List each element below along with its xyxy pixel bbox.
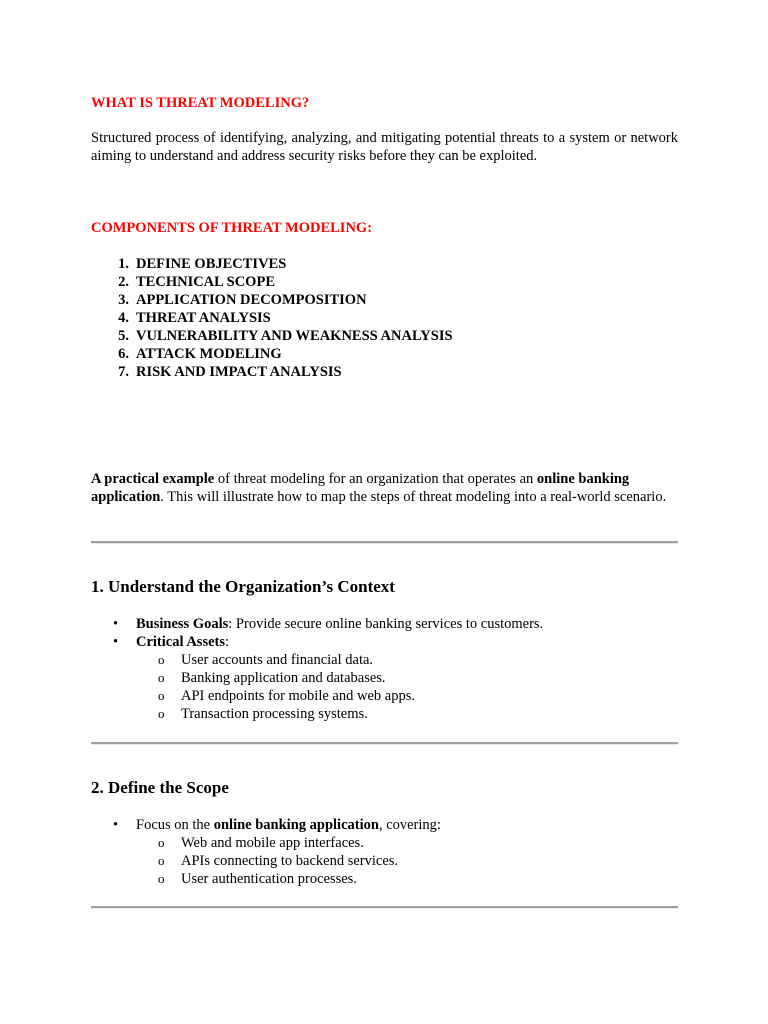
components-list-wrap — [91, 255, 678, 381]
section-2-title: 2. Define the Scope — [91, 778, 229, 797]
list-item — [91, 816, 678, 888]
list-item — [91, 615, 678, 633]
focus-prefix: Focus on the — [136, 817, 214, 833]
circle-bullet-icon: o — [158, 670, 165, 685]
circle-bullet-icon: o — [158, 835, 165, 850]
list-item-label: RISK AND IMPACT ANALYSIS — [136, 364, 342, 380]
bullet-icon: • — [113, 616, 119, 632]
critical-assets-colon: : — [225, 634, 230, 650]
list-item — [91, 834, 678, 852]
critical-assets-list — [91, 651, 678, 723]
list-item — [91, 291, 678, 309]
section-1-list — [91, 615, 678, 723]
circle-bullet-icon: o — [158, 853, 165, 868]
scope-text: APIs connecting to backend services. — [181, 853, 399, 869]
list-item — [91, 309, 678, 327]
example-text-2: . This will illustrate how to map the steps of threat modeling into a real-world scenario. — [160, 489, 667, 505]
example-text: of threat modeling for an organization that operates an — [214, 471, 537, 487]
list-item — [91, 327, 678, 345]
section-1-title: 1. Understand the Organization’s Context — [91, 577, 395, 596]
circle-bullet-icon: o — [158, 871, 165, 886]
list-item — [91, 363, 678, 381]
list-number: 3. — [118, 292, 129, 308]
business-goals-label: Business Goals — [136, 616, 229, 632]
list-item — [91, 273, 678, 291]
section-2-body — [91, 816, 678, 888]
scope-text: Web and mobile app interfaces. — [181, 835, 364, 851]
list-number: 2. — [118, 274, 129, 290]
bullet-icon: • — [113, 634, 119, 650]
list-item — [91, 705, 678, 723]
list-number: 5. — [118, 328, 129, 344]
divider — [91, 541, 678, 544]
circle-bullet-icon: o — [158, 688, 165, 703]
scope-list — [91, 834, 678, 888]
focus-suffix: , covering: — [378, 817, 441, 833]
intro-heading: WHAT IS THREAT MODELING? — [91, 95, 310, 111]
section-2-list — [91, 816, 678, 888]
asset-text: Banking application and databases. — [181, 670, 386, 686]
list-item-label: ATTACK MODELING — [136, 346, 282, 362]
asset-text: Transaction processing systems. — [181, 706, 368, 722]
example-bold-app: online banking application — [91, 471, 630, 505]
critical-assets-label: Critical Assets — [136, 634, 225, 650]
focus-bold: online banking application — [213, 817, 379, 833]
list-number: 1. — [118, 256, 129, 272]
components-heading: COMPONENTS OF THREAT MODELING: — [91, 220, 373, 236]
list-item — [91, 651, 678, 669]
circle-bullet-icon: o — [158, 706, 165, 721]
list-item — [91, 255, 678, 273]
scope-text: User authentication processes. — [181, 871, 357, 887]
list-item-label: APPLICATION DECOMPOSITION — [136, 292, 367, 308]
components-list — [91, 255, 678, 381]
list-item — [91, 687, 678, 705]
list-item-label: THREAT ANALYSIS — [136, 310, 271, 326]
circle-bullet-icon: o — [158, 652, 165, 667]
list-item — [91, 345, 678, 363]
list-number: 6. — [118, 346, 129, 362]
example-paragraph — [91, 470, 678, 506]
list-item-label: DEFINE OBJECTIVES — [136, 256, 287, 272]
list-number: 7. — [118, 364, 129, 380]
list-item-label: TECHNICAL SCOPE — [136, 274, 275, 290]
list-item — [91, 870, 678, 888]
section-1-body — [91, 615, 678, 723]
business-goals-text: : Provide secure online banking services to customers. — [228, 616, 544, 632]
list-number: 4. — [118, 310, 129, 326]
list-item — [91, 852, 678, 870]
list-item — [91, 633, 678, 723]
asset-text: User accounts and financial data. — [181, 652, 374, 668]
bullet-icon: • — [113, 817, 119, 833]
list-item — [91, 669, 678, 687]
intro-paragraph: Structured process of identifying, analyzing, and mitigating potential threats to a system or network aiming to understand and address security risks before they can be exploited. — [91, 130, 678, 164]
asset-text: API endpoints for mobile and web apps. — [181, 688, 415, 704]
list-item-label: VULNERABILITY AND WEAKNESS ANALYSIS — [136, 328, 453, 344]
divider — [91, 906, 678, 909]
example-bold-phrase: A practical example — [91, 471, 215, 487]
divider — [91, 742, 678, 745]
